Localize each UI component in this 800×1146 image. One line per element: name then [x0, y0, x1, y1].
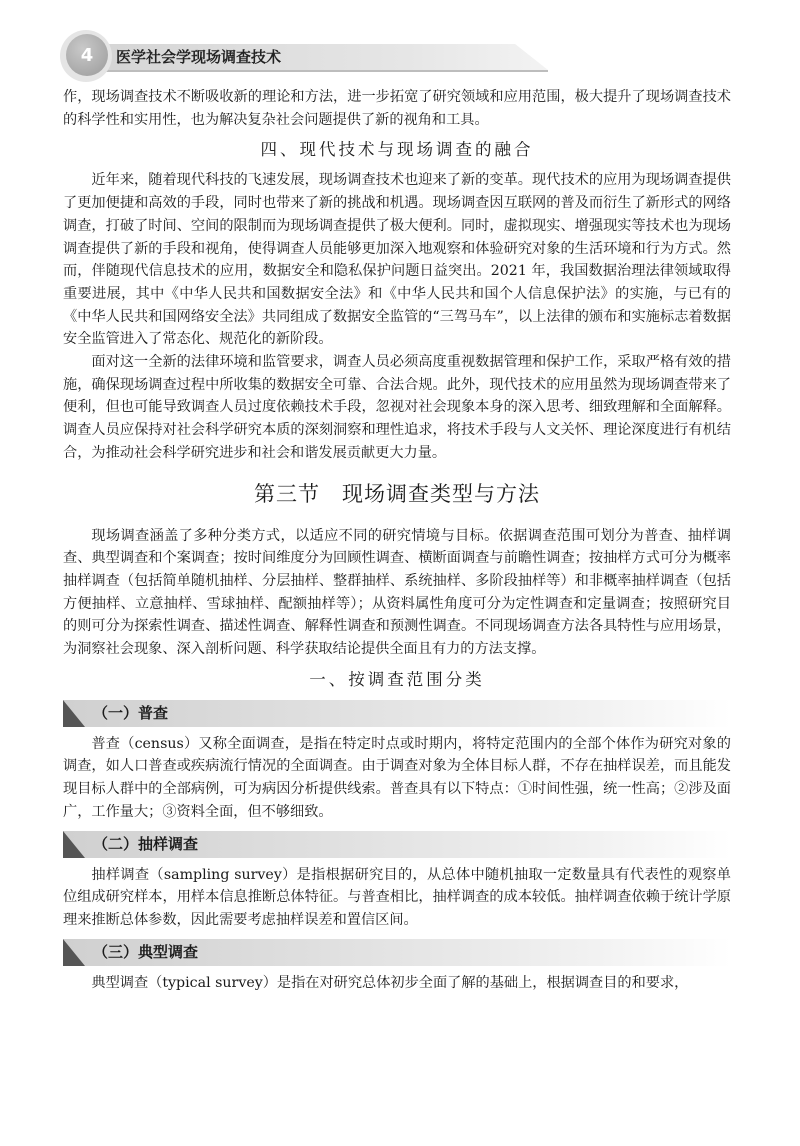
paragraph: 近年来，随着现代科技的飞速发展，现场调查技术也迎来了新的变革。现代技术的应用为现场调查提供了更加便捷和高效的手段，同时也带来了新的挑战和机遇。现场调查因互联网的普及而衍生了新形式的网络调查，打破了时间、空间的限制而为现场调查提供了极大便利。同时，虚拟现实、增强现实等技术也为现场调查提供了新的手段和视角，使得调查人员能够更加深入地观察和体验研究对象的生活环境和行为方式。然而，伴随现代信息技术的应用，数据安全和隐私保护问题日益突出。2021 年，我国数据治理法律领域取得重要进展，其中《中华人民共和国数据安全法》和《中华人民共和国个人信息保护法》的实施，与已有的《中华人民共和国网络安全法》共同组成了数据安全监管的“三驾马车”，以上法律的颁布和实施标志着数据安全监管进入了常态化、规范化的新阶段。	[63, 172, 731, 348]
page-number: 4	[66, 34, 108, 76]
subheading-by-scope: 一、按调查范围分类	[309, 669, 485, 689]
paragraph: 面对这一全新的法律环境和监管要求，调查人员必须高度重视数据管理和保护工作，采取严格有效的措施，确保现场调查过程中所收集的数据安全可靠、合法合规。此外，现代技术的应用虽然为现场调查带来了便利，但也可能导致调查人员过度依赖技术手段，忽视对社会现象本身的深入思考、细致理解和全面解释。调查人员应保持对社会科学研究本质的深刻洞察和理性追求，将技术手段与人文关怀、理论深度进行有机结合，为推动社会科学研究进步和社会和谐发展贡献更大力量。	[63, 354, 731, 461]
book-title: 医学社会学现场调查技术	[116, 48, 282, 66]
paragraph: 普查（census）又称全面调查，是指在特定时点或时期内，将特定范围内的全部个体作为研究对象的调查，如人口普查或疾病流行情况的全面调查。由于调查对象为全体目标人群，不存在抽样误差，而且能发现目标人群中的全部病例，可为病因分析提供线索。普查具有以下特点：①时间性强，统一性高；②涉及面广，工作量大；③资料全面，但不够细致。	[63, 735, 731, 820]
section-title: 现场调查类型与方法	[342, 481, 540, 506]
header-underline	[78, 70, 548, 72]
heading-bar-typical	[63, 939, 731, 966]
paragraph: 现场调查涵盖了多种分类方式，以适应不同的研究情境与目标。依据调查范围可划分为普查、抽样调查、典型调查和个案调查；按时间维度分为回顾性调查、横断面调查与前瞻性调查；按抽样方式可分为概率抽样调查（包括简单随机抽样、分层抽样、整群抽样、系统抽样、多阶段抽样等）和非概率抽样调查（包括方便抽样、立意抽样、雪球抽样、配额抽样等）；从资料属性角度可分为定性调查和定量调查；按照研究目的则可分为探索性调查、描述性调查、解释性调查和预测性调查。不同现场调查方法各具特性与应用场景，为洞察社会现象、深入剖析问题、科学获取结论提供全面且有力的方法支撑。	[63, 527, 731, 658]
subheading-modern-tech: 四、现代技术与现场调查的融合	[260, 140, 534, 160]
heading-bar-triangle	[63, 700, 85, 727]
heading-bar-triangle	[63, 831, 85, 858]
page-header	[0, 0, 800, 80]
page-content	[63, 86, 731, 994]
section-number: 第三节	[254, 481, 320, 506]
paragraph: 抽样调查（sampling survey）是指根据研究目的，从总体中随机抽取一定数量具有代表性的观察单位组成研究样本，用样本信息推断总体特征。与普查相比，抽样调查的成本较低。抽样调查依赖于统计学原理来推断总体参数，因此需要考虑抽样误差和置信区间。	[63, 866, 731, 928]
heading-bar-triangle	[63, 939, 85, 966]
section-heading	[63, 479, 731, 509]
paragraph: 典型调查（typical survey）是指在对研究总体初步全面了解的基础上，根据调查目的和要求，	[91, 974, 689, 991]
heading-bar-label: （一）普查	[93, 703, 169, 722]
heading-bar-label: （二）抽样调查	[93, 834, 199, 853]
heading-bar-label: （三）典型调查	[93, 942, 199, 961]
heading-bar-sampling	[63, 831, 731, 858]
heading-bar-census	[63, 700, 731, 727]
paragraph-continued: 作，现场调查技术不断吸收新的理论和方法，进一步拓宽了研究领域和应用范围，极大提升了现场调查技术的科学性和实用性，也为解决复杂社会问题提供了新的视角和工具。	[63, 89, 731, 128]
